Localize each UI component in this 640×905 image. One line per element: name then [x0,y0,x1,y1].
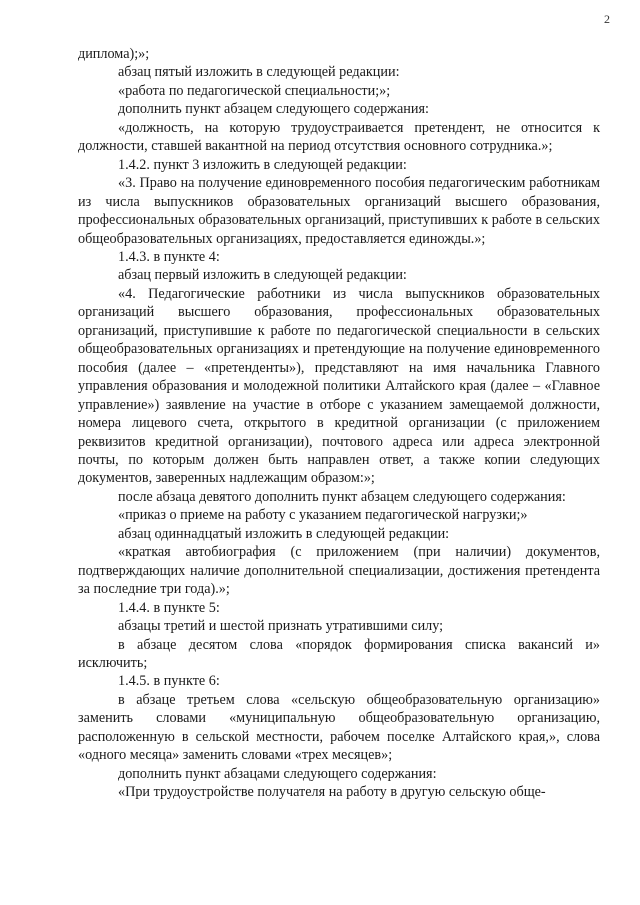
page-number: 2 [604,12,610,26]
paragraph: «краткая автобиография (с приложением (при наличии) документов, подтверждающих наличие дополнительной специализации, достижения претендента за последние три года).»; [78,544,600,598]
paragraph: дополнить пункт абзацами следующего содержания: [118,765,437,782]
paragraph: 1.4.2. пункт 3 изложить в следующей редакции: [118,156,407,173]
paragraph: «работа по педагогической специальности;»; [118,82,391,99]
paragraph: абзацы третий и шестой признать утратившими силу; [118,618,444,635]
paragraph: «должность, на которую трудоустраивается претендент, не относится к должности, ставшей вакантной на период отсутствия основного сотрудника.»; [78,119,600,155]
paragraph: «приказ о приеме на работу с указанием педагогической нагрузки;» [118,507,528,524]
paragraph: абзац одиннадцатый изложить в следующей редакции: [118,525,450,542]
paragraph: «3. Право на получение единовременного пособия педагогическим работникам из числа выпускников образовательных организаций высшего образования, профессиональных образовательных организаций, приступивших к работе в сельских общеобразовательных организациях, предоставляется единожды.»; [78,175,600,247]
paragraph: после абзаца девятого дополнить пункт абзацем следующего содержания: [118,488,566,505]
paragraph: «4. Педагогические работники из числа выпускников образовательных организаций высшего образования, профессиональных образовательных организаций, приступившие к работе по педагогической специальности в сельских общеобразовательных организациях и претендующие на получение единовременного пособия (далее – «претенденты»), представляют на имя начальника Главного управления образования и молодежной политики Алтайского края (далее – «Главное управление») заявление на участие в отборе с указанием замещаемой должности, номера лицевого счета, открытого в кредитной организации (с приложением реквизитов кредитной организации), почтового адреса или адреса электронной почты, по которым должен быть направлен ответ, а также копии следующих документов, заверенных надлежащим образом:»; [78,285,600,487]
paragraph: диплома);»; [78,46,150,62]
paragraph: в абзаце десятом слова «порядок формирования списка вакансий и» исключить; [78,636,600,671]
paragraph: дополнить пункт абзацем следующего содержания: [118,101,429,118]
document-body [78,45,600,802]
paragraph: в абзаце третьем слова «сельскую общеобразовательную организацию» заменить словами «муниципальную общеобразовательную организацию, расположенную в сельской местности, рабочем поселке Алтайского края,», слова «одного месяца» заменить словами «трех месяцев»; [78,691,600,764]
paragraph: 1.4.5. в пункте 6: [118,673,220,690]
paragraph: 1.4.3. в пункте 4: [118,248,220,265]
paragraph: «При трудоустройстве получателя на работу в другую сельскую обще- [118,784,546,801]
paragraph: абзац пятый изложить в следующей редакции: [118,64,400,81]
paragraph: 1.4.4. в пункте 5: [118,599,220,616]
paragraph: абзац первый изложить в следующей редакции: [118,267,407,284]
